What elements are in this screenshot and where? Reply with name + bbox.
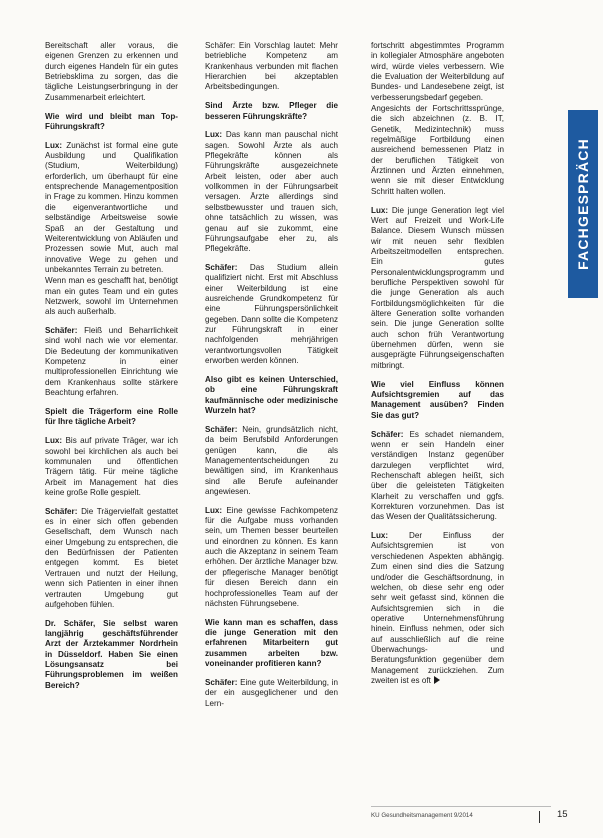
speaker-name: Lux: bbox=[371, 531, 389, 541]
answer-paragraph bbox=[205, 130, 338, 254]
answer-paragraph bbox=[205, 425, 338, 497]
text-column-2 bbox=[205, 41, 338, 717]
speaker-name: Schäfer: bbox=[205, 424, 238, 434]
footer-journal: KU Gesundheitsmanagement 9/2014 bbox=[371, 812, 473, 819]
answer-text: Das Studium allein qualifiziert nicht. Erst mit Abschluss einer Weiterbildung ist eine ausreichende Grundkompetenz für eine Führungspersönlichkeit gegeben. Dann sollte die Kompetenz zur Führungskraft in einer nachfolgenden mehrjährigen verantwortungsvollen Tätigkeit erworben werden können. bbox=[205, 263, 338, 366]
footer-separator bbox=[539, 811, 540, 823]
paragraph: Bereitschaft aller voraus, die eigenen Grenzen zu erkennen und durch eigenes Handeln für ein gutes Betriebsklima zu sorgen, das die tägliche Leistungserbringung in der Zusammenarbeit erleichtert. bbox=[45, 41, 178, 102]
answer-paragraph bbox=[371, 206, 504, 372]
interview-question: Sind Ärzte bzw. Pfleger die besseren Führungskräfte? bbox=[205, 101, 338, 121]
answer-text: Nein, grundsätzlich nicht, da beim Berufsbild Anforderungen genügen kann, die als Managemententscheidungen zu bewältigen sind, im Krankenhaus sind alle Berufe aufeinander angewiesen. bbox=[205, 424, 338, 496]
interview-question: Dr. Schäfer, Sie selbst waren langjährig geschäftsführender Arzt der Ärztekammer Nordrhein in Düsseldorf. Haben Sie einen Lösungsansatz bei Führungsproblemen im weißen Bereich? bbox=[45, 618, 178, 690]
answer-text: Es schadet niemandem, wenn er sein Handeln einer verständigen Instanz gegenüber darzulegen verpflichtet wird, Rechenschaft ablegen heißt, sich über die geleisteten Tätigkeiten Klarheit zu verschaffen und ggfs. Korrekturen vorzunehmen. Das ist das Wesen der Qualitätssicherung. bbox=[371, 429, 504, 522]
answer-paragraph bbox=[205, 678, 338, 709]
interview-question: Wie kann man es schaffen, dass die junge Generation mit den erfahrenen Mitarbeitern gut zusammen arbeiten bzw. voneinander profitieren kann? bbox=[205, 617, 338, 669]
speaker-name: Schäfer: bbox=[45, 506, 78, 516]
interview-question: Wie wird und bleibt man Top-Führungskraft? bbox=[45, 111, 178, 131]
page-number: 15 bbox=[557, 809, 568, 820]
answer-paragraph bbox=[371, 531, 504, 686]
speaker-name: Schäfer: bbox=[45, 326, 78, 336]
answer-text: Eine gute Weiterbildung, in der ein ausgeglichener und den Lern- bbox=[205, 677, 338, 708]
answer-paragraph bbox=[371, 430, 504, 523]
text-column-3 bbox=[371, 41, 504, 695]
interview-question: Spielt die Trägerform eine Rolle für Ihre tägliche Arbeit? bbox=[45, 407, 178, 427]
speaker-name: Schäfer: bbox=[371, 429, 404, 439]
answer-paragraph bbox=[45, 141, 178, 275]
answer-paragraph bbox=[45, 507, 178, 610]
footer-divider bbox=[371, 806, 551, 807]
answer-paragraph bbox=[45, 326, 178, 398]
speaker-name: Lux: bbox=[371, 205, 389, 215]
answer-paragraph: Angesichts der Fortschrittssprünge, die sich abzeichnen (z. B. IT, Genetik, Medizintechnik) muss regelmäßige Fortbildung einen ausreichend bemessenen Platz in der beruflichen Tätigkeit von Ärztinnen und Ärzten einnehmen, wenn sie mit dieser Entwicklung Schritt halten wollen. bbox=[371, 104, 504, 196]
speaker-name: Lux: bbox=[205, 505, 223, 515]
answer-text: Die junge Generation legt viel Wert auf Freizeit und Work-Life Balance. Diesem Wunsch müssen wir mit neuen sehr flexiblen Arbeitszeitmodellen entsprechen. Ein gutes Personalentwicklungsprogramm und berufliche Perspektiven sowohl für die junge Generation als auch Fortbildungsmöglichkeiten für die ältere Generation sollte vorhanden sein. Die junge Generation sollte auch schon früh Verantwortung übernehmen dürfen, wenn sie ausgeprägte Führungseigenschaften mitbringt. bbox=[371, 205, 504, 370]
continue-arrow-icon bbox=[434, 676, 440, 684]
answer-text: Die Trägervielfalt gestattet es in einer sich offen gebenden Gesellschaft, dem Wunsch nach einer Umgebung zu entsprechen, die den Bedürfnissen der Patienten entgegen kommt. Es bietet Vertrauen und nutzt der Heilung, wenn sich Patienten in einer ihnen vertrauten Umgebung gut aufgehoben fühlen. bbox=[45, 506, 178, 609]
interview-question: Wie viel Einfluss können Aufsichtsgremien auf das Management ausüben? Finden Sie das gut? bbox=[371, 379, 504, 420]
answer-paragraph bbox=[45, 436, 178, 498]
answer-paragraph: fortschritt abgestimmtes Programm in kollegialer Atmosphäre angeboten wird, würde vieles verbessern. Wie die Evaluation der Weiterbildung auf Bundes- und Landesebene zeigt, ist verbesserungsbedarf gegeben. bbox=[371, 41, 504, 102]
speaker-name: Schäfer: bbox=[205, 263, 238, 273]
speaker-name: Schäfer: bbox=[205, 677, 238, 687]
speaker-name: Lux: bbox=[45, 436, 63, 446]
text-column-1 bbox=[45, 41, 178, 700]
interview-question: Also gibt es keinen Unterschied, ob eine Führungskraft kaufmännische oder medizinische Wurzeln hat? bbox=[205, 374, 338, 415]
speaker-name: Lux: bbox=[45, 140, 63, 150]
answer-text: Das kann man pauschal nicht sagen. Sowohl Ärzte als auch Pflegekräfte können als Führungskräfte ausgezeichnete Arbeit leisten, oder aber auch vollkommen in der Führungsarbeit versagen. Ärzte allerdings sind selbstbewusster und trauen sich, ohne tatsächlich zu wissen, was genau auf sie zukommt, eine Führungsaufgabe eher zu, als Pflegekräfte. bbox=[205, 130, 338, 254]
answer-text: Bis auf private Träger, war ich sowohl bei kirchlichen als auch bei kommunalen und öffentlichen Trägern tätig. Für meine tägliche Arbeit im Management hat dies keine große Rolle gespielt. bbox=[45, 436, 178, 497]
answer-paragraph: Wenn man es geschafft hat, benötigt man ein gutes Team und ein gutes Netzwerk, sowohl im Unternehmen als auch außerhalb. bbox=[45, 276, 178, 317]
answer-paragraph: Schäfer: Ein Vorschlag lautet: Mehr betriebliche Kompetenz am Krankenhaus verbunden mit flachen Hierarchien bei akzeptablen Arbeitsbedingungen. bbox=[205, 41, 338, 92]
answer-paragraph bbox=[205, 263, 338, 366]
answer-text: Eine gewisse Fachkompetenz für die Aufgabe muss vorhanden sein, um Themen besser beurteilen und einordnen zu können. Es kann auch die Akzeptanz in seinem Team erhöhen. Der ärztliche Manager bzw. der pflegerische Manager benötigt für diesen Bereich dann ein hochprofessionelles Team auf der nächsten Führungsebene. bbox=[205, 505, 338, 608]
answer-text: Fleiß und Beharrlichkeit sind wohl nach wie vor elementar. Die Bedeutung der kommunikativen Kompetenz in einer multiprofessionellen Einrichtung wie dem Krankenhaus sollte stärkere Beachtung erfahren. bbox=[45, 326, 178, 398]
speaker-name: Lux: bbox=[205, 130, 223, 140]
section-tab bbox=[568, 110, 598, 298]
answer-paragraph bbox=[205, 506, 338, 609]
section-tab-label: FACHGESPRÄCH bbox=[575, 138, 591, 270]
answer-text: Der Einfluss der Aufsichtsgremien ist von verschiedenen Aspekten abhängig. Zum einen sind dies die Satzung und/oder die Geschäftsordnung, in welchen, ob diese sehr eng oder sehr weit gefasst sind, können die Aufsichtsgremien sich in die operative Unternehmensführung hinein. Einfluss nehmen, oder sich auf ausschließlich auf die reine Überwachungs- und Beratungsfunktion gegenüber dem Management zurückziehen. Zum zweiten ist es oft bbox=[371, 531, 504, 685]
answer-text: Zunächst ist formal eine gute Ausbildung und Qualifikation (Studium, Weiterbildung) erforderlich, um überhaupt für eine entsprechende Managementposition in Frage zu kommen. Hinzu kommen die eigenverantwortliche und selbständige Arbeitsweise sowie Spaß an der Gestaltung und Weiterentwicklung von Abläufen und Prozessen sowie Mut, auch mal innovative Wege zu gehen und unbekanntes Terrain zu betreten. bbox=[45, 140, 178, 274]
